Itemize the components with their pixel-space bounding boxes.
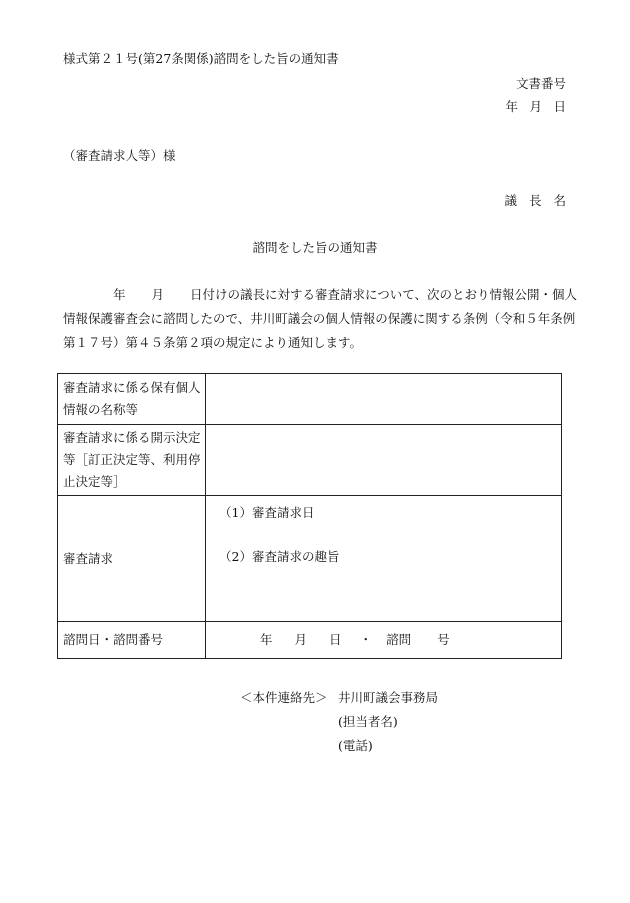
consult-month: 月	[294, 632, 308, 647]
body-line-1-rest: 日付けの議長に対する審査請求について、次のとおり情報公開・個人	[190, 287, 578, 302]
consult-number: 号	[437, 632, 450, 647]
date-day-label: 日	[553, 99, 566, 114]
table-row	[58, 374, 562, 425]
request-date-item: （1）審査請求日	[219, 505, 315, 520]
row-label-line: 情報の名称等	[63, 402, 139, 417]
row-value-disclosure-decision	[206, 425, 562, 496]
sender-char-2: 長	[528, 193, 542, 208]
row-label-consultation: 諮問日・諮問番号	[58, 622, 206, 659]
body-line-2: 情報保護審査会に諮問したので、井川町議会の個人情報の保護に関する条例（令和５年条例	[63, 311, 576, 326]
table-row	[58, 496, 562, 622]
form-number: 様式第２１号(第27条関係)諮問をした旨の通知書	[63, 51, 339, 66]
consult-label: 諮問	[386, 632, 412, 647]
sender-char-1: 議	[504, 193, 517, 208]
row-label-line: 等［訂正決定等、利用停	[63, 452, 201, 467]
body-text	[63, 283, 578, 355]
date-year-label: 年	[505, 99, 518, 114]
row-label-line: 止決定等］	[63, 474, 126, 489]
body-year: 年	[113, 287, 126, 302]
row-label-disclosure-decision	[58, 425, 206, 496]
row-label-line: 審査請求に係る開示決定	[63, 430, 201, 445]
consultation-line	[211, 629, 557, 651]
row-value-held-info	[206, 374, 562, 425]
contact-person: (担当者名)	[338, 714, 398, 729]
consult-year: 年	[260, 632, 273, 647]
row-value-consultation	[206, 622, 562, 659]
row-label-line: 審査請求に係る保有個人	[63, 380, 201, 395]
row-label-request: 審査請求	[58, 496, 206, 622]
sender-name	[504, 195, 566, 208]
body-line-3: 第１７号）第４５条第２項の規定により通知します。	[63, 335, 363, 350]
contact-label: ＜本件連絡先＞	[240, 690, 328, 705]
contact-phone: (電話)	[338, 738, 373, 753]
consult-day: 日	[329, 632, 342, 647]
row-value-request	[206, 496, 562, 622]
contact-office: 井川町議会事務局	[338, 690, 439, 705]
table-row	[58, 425, 562, 496]
body-month: 月	[151, 287, 165, 302]
body-line-1	[63, 283, 578, 307]
recipient: （審査請求人等）様	[63, 148, 176, 163]
consult-dot: ・	[359, 632, 373, 647]
request-purpose-item: （2）審査請求の趣旨	[219, 549, 340, 564]
row-label-held-info	[58, 374, 206, 425]
document-title: 諮問をした旨の通知書	[252, 240, 378, 255]
sender-char-3: 名	[553, 193, 566, 208]
table-row	[58, 622, 562, 659]
document-date	[496, 101, 566, 115]
document-number-label: 文書番号	[515, 76, 566, 91]
inquiry-table	[57, 373, 562, 659]
date-month-label: 月	[529, 99, 542, 114]
